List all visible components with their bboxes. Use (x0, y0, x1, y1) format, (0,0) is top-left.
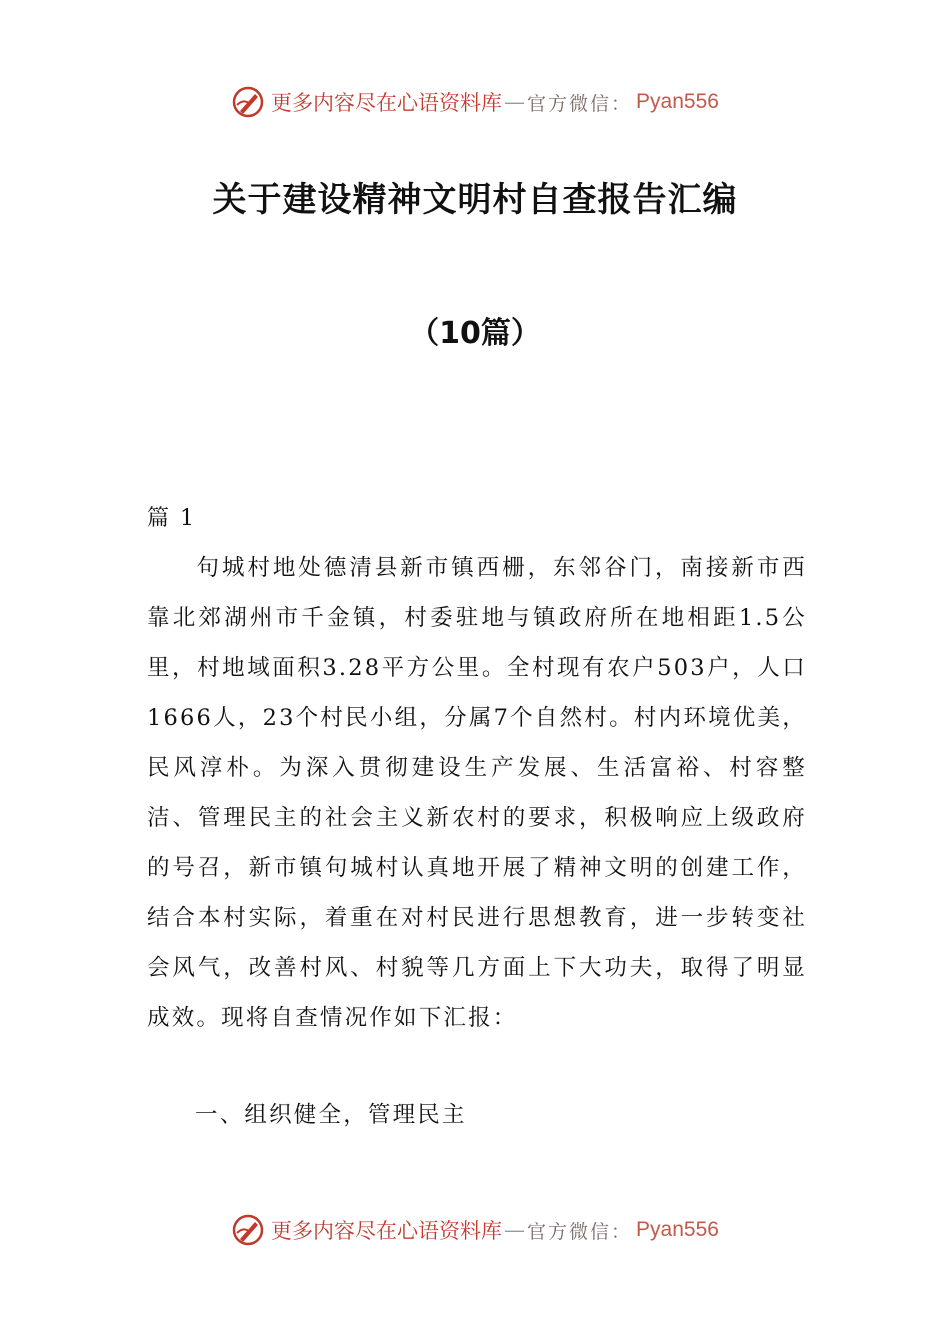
section-label: 篇 1 (147, 506, 196, 531)
watermark-wechat-id: Pyan556 (636, 1218, 719, 1241)
watermark-official-label: 官方微信： (527, 1220, 633, 1243)
watermark-wechat-id: Pyan556 (636, 90, 719, 113)
document-subtitle: （10篇） (409, 316, 541, 351)
watermark-brand-text: 更多内容尽在心语资料库 (271, 1219, 503, 1243)
section-heading: 一、组织健全，管理民主 (195, 1102, 467, 1128)
watermark-official-label: 官方微信： (527, 92, 633, 115)
watermark-dash: — (504, 1218, 526, 1242)
watermark-banner-bottom (0, 1210, 950, 1250)
pen-logo-icon (231, 1213, 265, 1247)
document-title: 关于建设精神文明村自查报告汇编 (212, 180, 738, 220)
watermark-dash: — (504, 90, 526, 114)
pen-logo-icon (231, 85, 265, 119)
watermark-banner-top (0, 82, 950, 122)
watermark-brand-text: 更多内容尽在心语资料库 (271, 91, 503, 115)
body-paragraph: 句城村地处德清县新市镇西栅，东邻谷门，南接新市西靠北郊湖州市千金镇，村委驻地与镇政府所在地相距1.5公里，村地域面积3.28平方公里。全村现有农户503户，人口1666人，23个村民小组，分属7个自然村。村内环境优美，民风淳朴。为深入贯彻建设生产发展、生活富裕、村容整洁、管理民主的社会主义新农村的要求，积极响应上级政府的号召，新市镇句城村认真地开展了精神文明的创建工作，结合本村实际，着重在对村民进行思想教育，进一步转变社会风气，改善村风、村貌等几方面上下大功夫，取得了明显成效。现将自查情况作如下汇报： (147, 555, 807, 1031)
body-text (147, 543, 807, 1043)
